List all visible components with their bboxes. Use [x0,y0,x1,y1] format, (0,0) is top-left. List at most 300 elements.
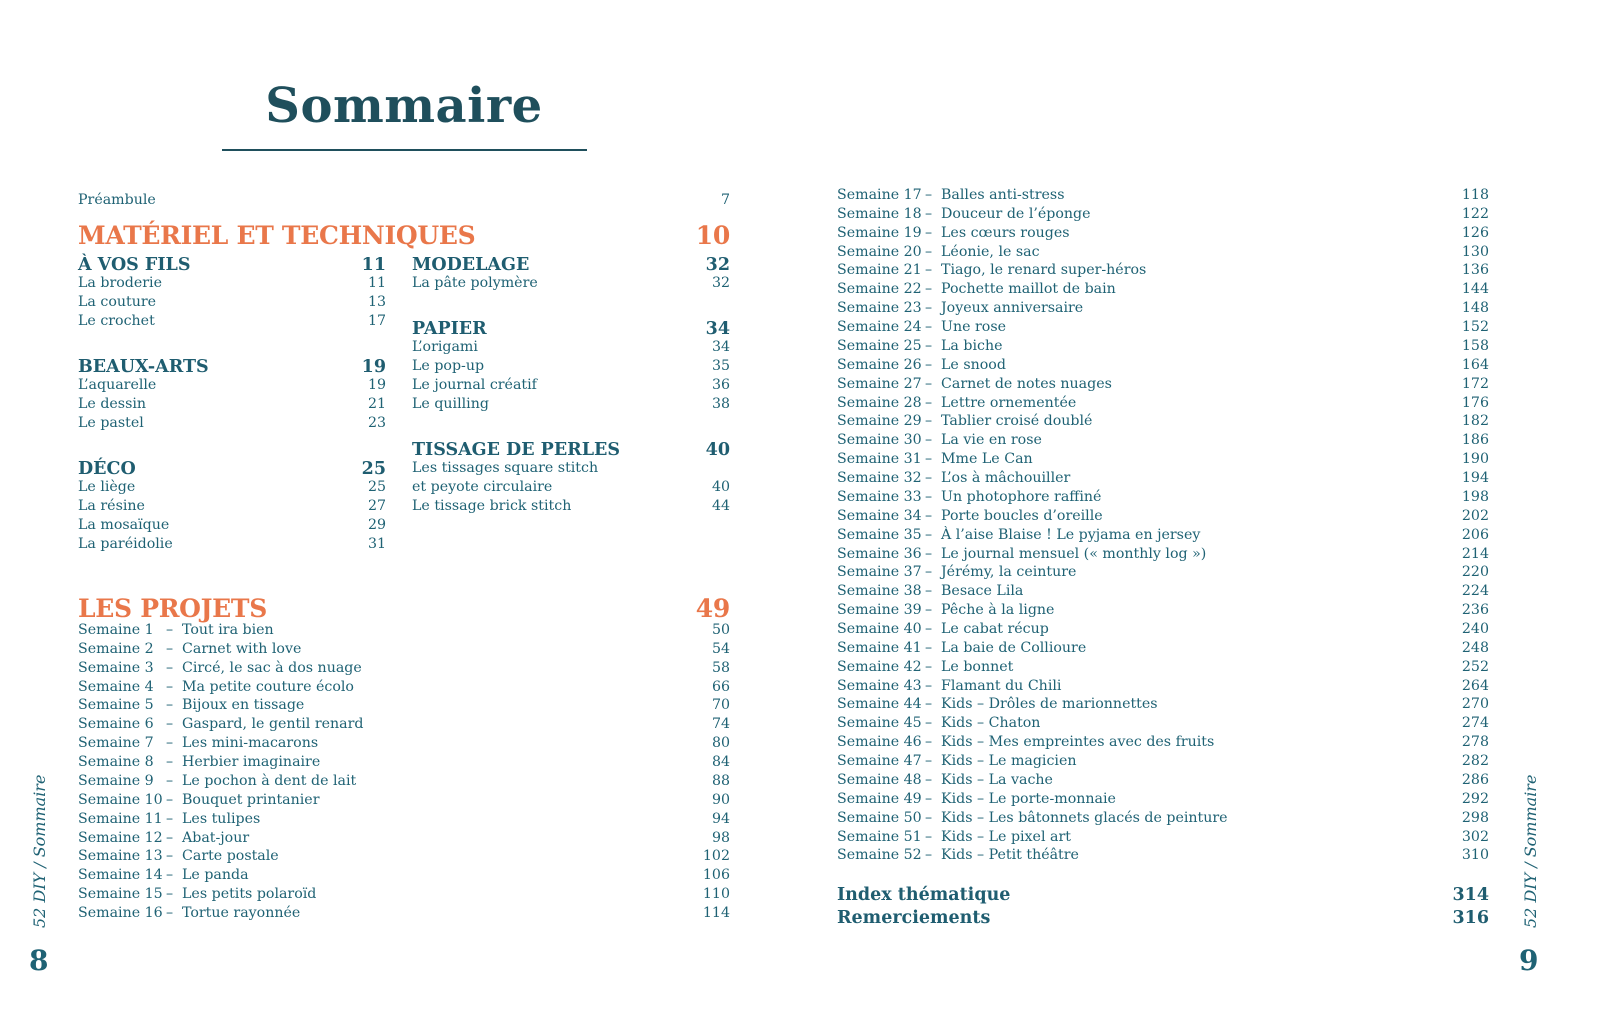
toc-entry-page: 19 [367,377,386,393]
week-title: Les cœurs rouges [941,224,1070,241]
week-page: 286 [1461,771,1489,788]
toc-entry[interactable] [78,516,386,535]
week-entry-text [78,715,363,734]
week-entry[interactable] [78,640,730,659]
week-entry-text [837,280,1116,299]
week-entry-text [837,582,1023,601]
week-dash: – [925,413,933,430]
week-dash: – [925,375,933,392]
week-entry[interactable] [78,734,730,753]
week-entry[interactable] [78,810,730,829]
week-dash: – [166,867,174,884]
week-number: Semaine 47 [837,753,922,770]
week-page: 148 [1461,300,1489,317]
week-page: 186 [1461,432,1489,449]
week-entry[interactable] [837,224,1489,243]
week-entry[interactable] [837,620,1489,639]
week-page: 214 [1461,545,1489,562]
subsection-heading-label: TISSAGE DE PERLES [412,440,620,460]
week-dash: – [925,564,933,581]
week-dash: – [925,677,933,694]
week-title: Une rose [941,319,1007,336]
week-page: 130 [1461,243,1489,260]
week-entry-text [837,205,1091,224]
week-title: Lettre ornementée [941,394,1077,411]
week-entry-text [837,261,1146,280]
toc-entry-label: et peyote circulaire [412,479,553,495]
week-number: Semaine 49 [837,790,922,807]
week-number: Semaine 33 [837,488,922,505]
week-entry[interactable] [78,621,730,640]
week-dash: – [166,659,174,676]
toc-entry[interactable] [412,274,730,293]
week-dash: – [925,394,933,411]
subsection-heading-page: 11 [361,255,386,275]
week-entry-text [78,640,301,659]
week-entry-text [837,752,1077,771]
toc-entry-page: 23 [367,415,386,431]
toc-entry[interactable] [412,376,730,395]
week-entry-text [837,714,1040,733]
week-entry-text [837,450,1033,469]
toc-entry[interactable] [78,535,386,554]
week-number: Semaine 31 [837,451,922,468]
section-heading-projects[interactable] [78,594,730,624]
week-number: Semaine 17 [837,187,922,203]
week-number: Semaine 4 [78,678,154,695]
week-entry-text [837,318,1006,337]
toc-entry-preamble[interactable] [78,191,730,210]
week-number: Semaine 13 [78,848,163,865]
week-page: 274 [1461,715,1489,732]
folio-right: 9 [1519,944,1539,977]
week-dash: – [925,281,933,298]
week-page: 198 [1461,488,1489,505]
week-entry[interactable] [837,752,1489,771]
week-entry-text [837,790,1116,809]
week-entry[interactable] [837,318,1489,337]
week-dash: – [925,545,933,562]
week-dash: – [166,640,174,657]
week-number: Semaine 26 [837,356,922,373]
section-heading-materials[interactable] [78,221,730,251]
week-entry-text [78,791,319,810]
toc-entry[interactable] [412,395,730,414]
week-number: Semaine 50 [837,809,922,826]
week-number: Semaine 1 [78,622,154,638]
week-number: Semaine 24 [837,319,922,336]
week-entry[interactable] [837,375,1489,394]
week-title: Tablier croisé doublé [941,413,1093,430]
week-page: 298 [1461,809,1489,826]
subsection-heading[interactable] [78,356,386,378]
week-title: La biche [941,337,1003,354]
week-page: 248 [1461,639,1489,656]
week-dash: – [925,639,933,656]
toc-entry-label: La couture [78,294,157,310]
week-dash: – [925,753,933,770]
week-page: 152 [1461,319,1489,336]
week-title: Le pochon à dent de lait [182,772,357,789]
week-dash: – [925,828,933,845]
week-number: Semaine 14 [78,867,163,884]
week-entry[interactable] [78,753,730,772]
toc-entry-label: Le quilling [412,396,489,412]
week-dash: – [925,602,933,619]
toc-entry[interactable] [78,274,386,293]
subsection-heading-page: 25 [361,459,386,479]
week-entry-text [837,677,1061,696]
week-title: Kids – Les bâtonnets glacés de peinture [941,809,1228,826]
week-entry[interactable] [78,659,730,678]
week-entry[interactable] [837,243,1489,262]
toc-entry-page: 7 [720,192,730,208]
week-entry[interactable] [78,829,730,848]
week-number: Semaine 27 [837,375,922,392]
toc-entry[interactable] [412,338,730,357]
subsection-heading-page: 32 [705,255,730,275]
week-title: Carnet with love [182,640,302,657]
toc-entry-label: Le pop-up [412,358,485,374]
week-entry[interactable] [837,488,1489,507]
week-entry[interactable] [78,715,730,734]
endmatter-entry-page: 314 [1452,885,1489,905]
week-title: À l’aise Blaise ! Le pyjama en jersey [941,526,1201,543]
week-title: Les mini-macarons [182,735,319,752]
week-number: Semaine 29 [837,413,922,430]
week-page: 70 [711,697,730,714]
toc-entry-label: L’aquarelle [78,377,157,393]
week-dash: – [925,696,933,713]
week-page: 126 [1461,224,1489,241]
running-head-left: 52 DIY / Sommaire [30,774,49,928]
toc-entry[interactable] [78,293,386,312]
week-entry-text [837,488,1101,507]
toc-entry[interactable] [412,497,730,516]
week-dash: – [166,886,174,903]
week-entry-text [837,186,1065,205]
week-page: 264 [1461,677,1489,694]
endmatter-entry-label: Index thématique [837,885,1011,905]
week-title: Kids – Mes empreintes avec des fruits [941,734,1215,751]
week-number: Semaine 34 [837,507,922,524]
week-dash: – [925,356,933,373]
week-title: Jérémy, la ceinture [941,564,1077,581]
week-number: Semaine 38 [837,583,922,600]
week-entry[interactable] [837,658,1489,677]
week-number: Semaine 16 [78,905,163,922]
week-title: Porte boucles d’oreille [941,507,1103,524]
week-entry[interactable] [78,866,730,885]
week-entry[interactable] [837,733,1489,752]
week-number: Semaine 21 [837,262,922,279]
week-entry[interactable] [837,356,1489,375]
week-entry[interactable] [78,791,730,810]
week-page: 190 [1461,451,1489,468]
week-dash: – [166,678,174,695]
week-dash: – [925,187,933,203]
week-dash: – [925,262,933,279]
week-entry[interactable] [837,790,1489,809]
week-page: 106 [702,867,730,884]
toc-entry[interactable] [78,376,386,395]
week-entry-text [837,526,1200,545]
week-title: Bouquet printanier [182,791,320,808]
toc-entry[interactable] [412,357,730,376]
week-number: Semaine 7 [78,735,154,752]
week-entry-text [78,696,304,715]
week-dash: – [925,771,933,788]
week-entry[interactable] [837,677,1489,696]
week-number: Semaine 28 [837,394,922,411]
toc-entry[interactable] [78,478,386,497]
week-dash: – [925,243,933,260]
week-dash: – [925,319,933,336]
week-title: Un photophore raffiné [941,488,1102,505]
week-page: 194 [1461,470,1489,487]
week-title: Kids – Le porte-monnaie [941,790,1116,807]
week-dash: – [166,772,174,789]
week-entry[interactable] [837,809,1489,828]
week-entry[interactable] [837,280,1489,299]
subsection-heading[interactable] [78,254,386,276]
subsection-heading[interactable] [412,254,730,276]
week-page: 224 [1461,583,1489,600]
section-heading-page: 10 [695,221,730,250]
week-entry[interactable] [837,507,1489,526]
week-entry-text [837,545,1206,564]
week-number: Semaine 8 [78,754,154,771]
week-title: Kids – Chaton [941,715,1041,732]
week-entry[interactable] [78,904,730,923]
week-entry[interactable] [837,846,1489,865]
week-title: Tiago, le renard super-héros [941,262,1147,279]
toc-entry[interactable] [412,459,730,478]
week-entry-text [837,601,1054,620]
subsection-heading-label: BEAUX-ARTS [78,357,209,377]
week-entry-text [837,620,1049,639]
week-dash: – [925,451,933,468]
week-page: 74 [711,716,730,733]
subsection-heading-page: 40 [705,440,730,460]
week-title: Kids – La vache [941,771,1053,788]
toc-entry[interactable] [78,497,386,516]
week-page: 114 [702,905,730,922]
week-entry-text [78,829,249,848]
week-page: 84 [711,754,730,771]
endmatter-entry-label: Remerciements [837,908,991,928]
week-page: 158 [1461,337,1489,354]
week-entry[interactable] [78,696,730,715]
week-page: 236 [1461,602,1489,619]
week-entry[interactable] [837,450,1489,469]
week-page: 206 [1461,526,1489,543]
week-entry[interactable] [837,771,1489,790]
folio-left: 8 [29,944,49,977]
week-entry[interactable] [78,678,730,697]
endmatter-entry[interactable] [837,907,1489,930]
week-entry-text [837,695,1158,714]
week-entry[interactable] [837,714,1489,733]
toc-entry-label: La paréidolie [78,536,173,552]
week-page: 172 [1461,375,1489,392]
week-entry-text [837,394,1076,413]
week-number: Semaine 43 [837,677,922,694]
week-page: 282 [1461,753,1489,770]
subsection-heading[interactable] [412,318,730,340]
toc-entry-page: 13 [367,294,386,310]
week-number: Semaine 40 [837,621,922,637]
week-title: Kids – Petit théâtre [941,847,1079,864]
toc-entry[interactable] [412,478,730,497]
week-entry-text [837,356,1006,375]
page-title: Sommaire [265,78,543,134]
week-number: Semaine 41 [837,639,922,656]
subsection-heading[interactable] [412,439,730,461]
week-entry-text [837,733,1214,752]
week-number: Semaine 35 [837,526,922,543]
toc-entry-page: 31 [367,536,386,552]
week-entry-text [837,243,1040,262]
week-page: 94 [711,810,730,827]
section-heading-label: LES PROJETS [78,594,267,623]
subsection-heading[interactable] [78,458,386,480]
week-page: 122 [1461,205,1489,222]
week-entry-text [837,375,1112,394]
week-dash: – [925,809,933,826]
week-entry[interactable] [837,205,1489,224]
week-number: Semaine 10 [78,791,163,808]
week-dash: – [925,488,933,505]
week-title: Carte postale [182,848,279,865]
week-dash: – [166,905,174,922]
week-title: Carnet de notes nuages [941,375,1112,392]
week-entry[interactable] [837,337,1489,356]
week-entry[interactable] [837,582,1489,601]
week-page: 66 [711,678,730,695]
week-number: Semaine 39 [837,602,922,619]
week-entry[interactable] [837,469,1489,488]
week-entry-text [837,431,1042,450]
week-number: Semaine 22 [837,281,922,298]
toc-entry[interactable] [78,312,386,331]
week-page: 136 [1461,262,1489,279]
week-title: La baie de Collioure [941,639,1087,656]
toc-entry-page: 21 [367,396,386,412]
toc-entry-label: Le pastel [78,415,144,431]
toc-entry-label: Les tissages square stitch [412,460,599,476]
week-entry[interactable] [837,412,1489,431]
week-dash: – [166,735,174,752]
toc-entry-page: 11 [367,275,386,291]
week-entry-text [837,563,1076,582]
week-entry[interactable] [837,394,1489,413]
week-entry[interactable] [78,885,730,904]
week-entry[interactable] [837,695,1489,714]
week-entry-text [78,753,320,772]
week-number: Semaine 11 [78,810,163,827]
toc-entry-label: L’origami [412,339,478,355]
week-dash: – [925,790,933,807]
week-entry-text [837,658,1013,677]
toc-entry-page: 34 [711,339,730,355]
week-entry[interactable] [837,186,1489,205]
toc-entry[interactable] [78,414,386,433]
week-entry[interactable] [837,563,1489,582]
toc-entry-label: Le dessin [78,396,147,412]
week-number: Semaine 3 [78,659,154,676]
toc-entry-label: La pâte polymère [412,275,538,291]
week-entry[interactable] [837,828,1489,847]
week-page: 270 [1461,696,1489,713]
week-page: 292 [1461,790,1489,807]
week-number: Semaine 2 [78,640,154,657]
section-heading-label: MATÉRIEL ET TECHNIQUES [78,221,476,250]
week-entry-text [78,866,249,885]
week-entry[interactable] [837,261,1489,280]
week-number: Semaine 51 [837,828,922,845]
week-dash: – [925,583,933,600]
week-entry-text [78,621,274,640]
week-page: 240 [1461,621,1489,637]
week-title: Pêche à la ligne [941,602,1055,619]
week-number: Semaine 9 [78,772,154,789]
week-entry[interactable] [837,639,1489,658]
week-page: 80 [711,735,730,752]
endmatter-entry[interactable] [837,884,1489,907]
week-title: Les petits polaroïd [182,886,317,903]
subsection-heading-page: 19 [361,357,386,377]
toc-entry-label: Le liège [78,479,136,495]
week-entry[interactable] [837,601,1489,620]
week-number: Semaine 18 [837,205,922,222]
week-title: Gaspard, le gentil renard [182,716,364,733]
toc-entry-page: 35 [711,358,730,374]
week-title: Mme Le Can [941,451,1033,468]
week-entry[interactable] [837,299,1489,318]
week-page: 110 [702,886,730,903]
week-page: 202 [1461,507,1489,524]
week-entry-text [78,810,260,829]
subsection-heading-page: 34 [705,319,730,339]
week-dash: – [925,715,933,732]
toc-entry-page: 36 [711,377,730,393]
week-title: Léonie, le sac [941,243,1040,260]
week-entry[interactable] [837,431,1489,450]
week-entry-text [78,678,354,697]
week-entry-text [837,828,1071,847]
toc-entry[interactable] [78,395,386,414]
week-dash: – [925,658,933,675]
week-entry-text [837,809,1228,828]
week-entry[interactable] [837,526,1489,545]
week-entry[interactable] [837,545,1489,564]
week-title: Balles anti-stress [941,187,1065,203]
week-entry[interactable] [78,847,730,866]
week-title: Le panda [182,867,249,884]
week-dash: – [925,224,933,241]
week-entry[interactable] [78,772,730,791]
week-title: Kids – Drôles de marionnettes [941,696,1158,713]
week-number: Semaine 25 [837,337,922,354]
week-title: La vie en rose [941,432,1042,449]
week-title: Les tulipes [182,810,261,827]
week-dash: – [925,470,933,487]
subsection-heading-label: DÉCO [78,459,136,479]
week-title: Le bonnet [941,658,1014,675]
week-dash: – [925,621,933,637]
week-entry-text [837,224,1070,243]
